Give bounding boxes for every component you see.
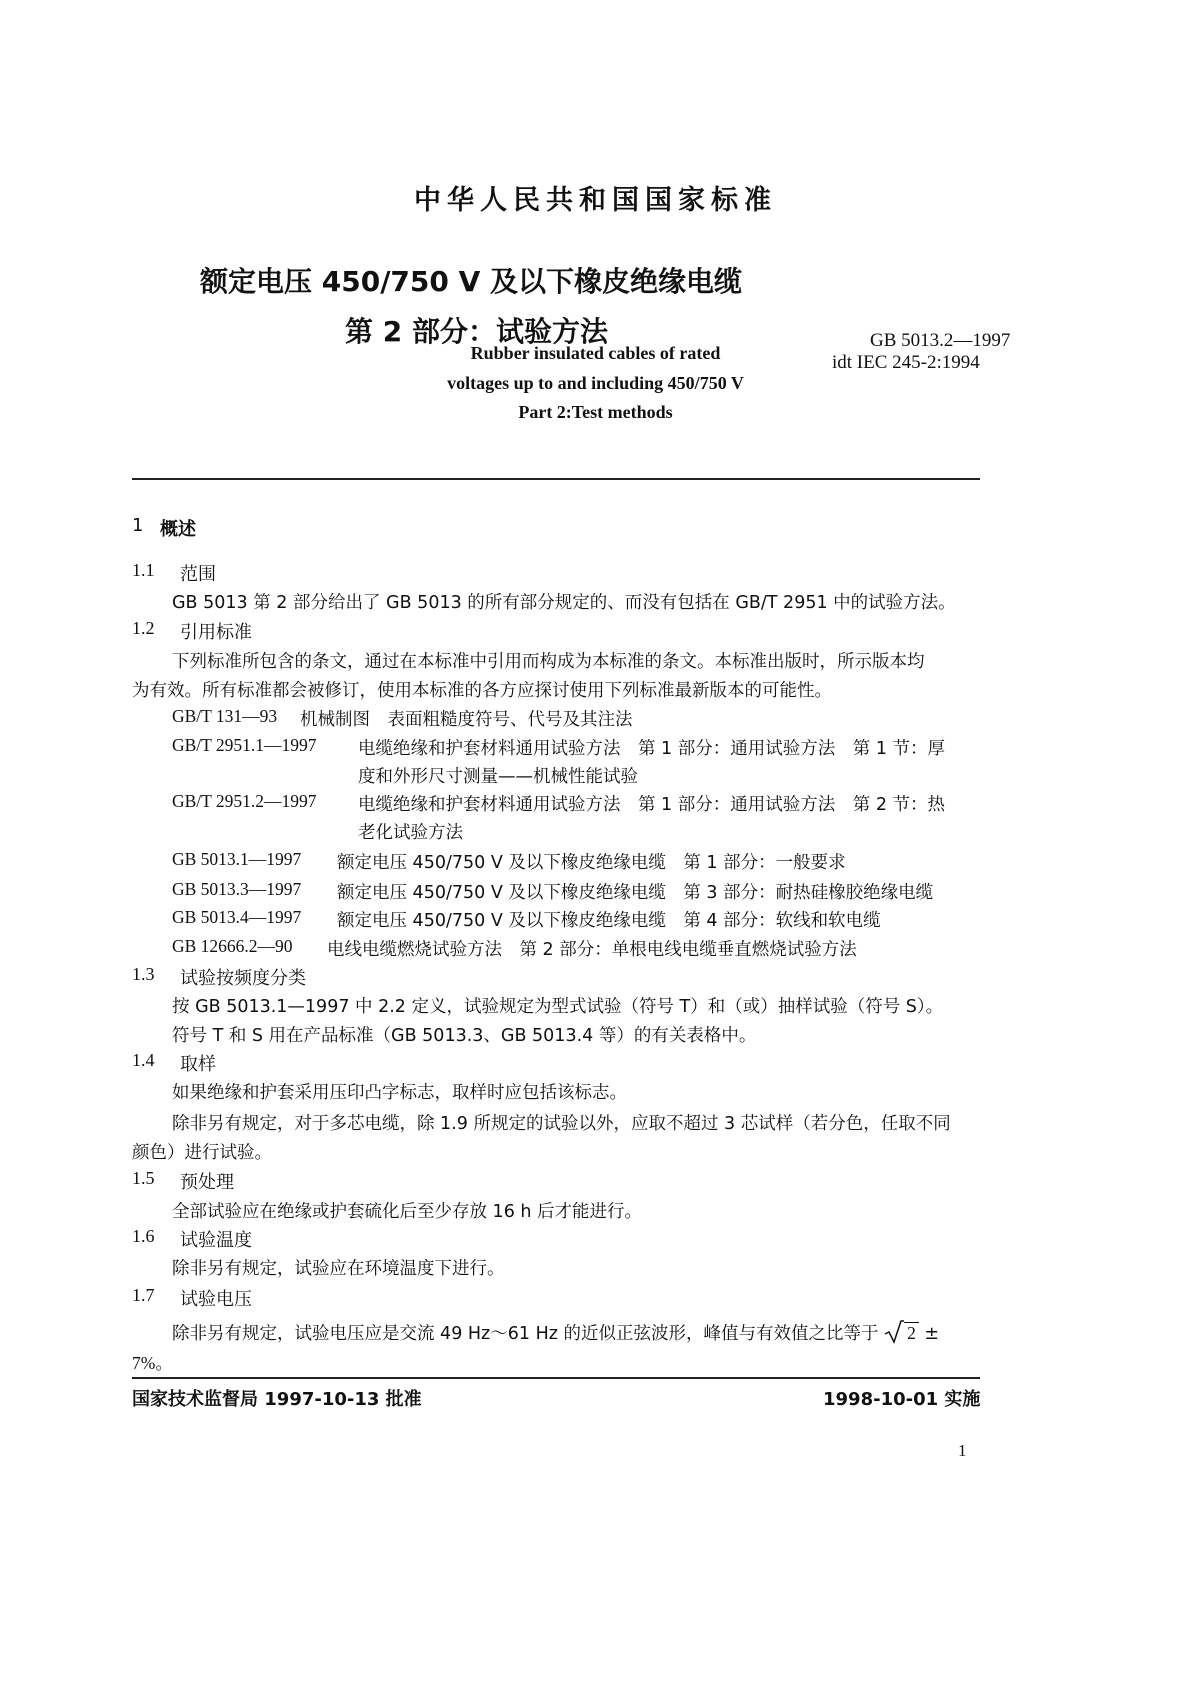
ref-desc: 额定电压 450/750 V 及以下橡皮绝缘电缆 第 1 部分：一般要求 bbox=[337, 853, 846, 873]
section-1-7-text-line1 bbox=[172, 1320, 939, 1345]
approval-date: 国家技术监督局 1997-10-13 批准 bbox=[132, 1389, 422, 1410]
section-1-7-title: 试验电压 bbox=[180, 1289, 252, 1310]
section-1-3-text-line1: 按 GB 5013.1—1997 中 2.2 定义，试验规定为型式试验（符号 T）和（或）抽样试验（符号 S）。 bbox=[172, 997, 944, 1017]
effective-date: 1998-10-01 实施 bbox=[823, 1389, 981, 1410]
section-1-3-text-line2: 符号 T 和 S 用在产品标准（GB 5013.3、GB 5013.4 等）的有关表格中。 bbox=[172, 1026, 757, 1046]
section-1-5-text: 全部试验应在绝缘或护套硫化后至少存放 16 h 后才能进行。 bbox=[172, 1202, 643, 1222]
header-divider bbox=[132, 478, 980, 480]
ref-code: GB/T 2951.2—1997 bbox=[172, 791, 317, 811]
section-1-2-text-line2: 为有效。所有标准都会被修订，使用本标准的各方应探讨使用下列标准最新版本的可能性。 bbox=[132, 681, 832, 701]
ref-desc: 电缆绝缘和护套材料通用试验方法 第 1 部分：通用试验方法 第 2 节：热 bbox=[358, 795, 946, 815]
ref-desc: 电缆绝缘和护套材料通用试验方法 第 1 部分：通用试验方法 第 1 节：厚 bbox=[358, 739, 946, 759]
footer-divider bbox=[132, 1377, 980, 1379]
document-title-line2: 第 2 部分：试验方法 bbox=[345, 315, 608, 348]
english-title-line3: Part 2:Test methods bbox=[518, 402, 673, 422]
ref-code: GB 5013.1—1997 bbox=[172, 849, 302, 869]
standard-number: GB 5013.2—1997 bbox=[870, 330, 1011, 351]
section-1-title: 概述 bbox=[160, 519, 196, 540]
section-1-2-number: 1.2 bbox=[132, 618, 155, 638]
national-standard-header: 中华人民共和国国家标准 bbox=[414, 185, 777, 216]
section-1-4-title: 取样 bbox=[180, 1054, 216, 1075]
ref-code: GB 5013.3—1997 bbox=[172, 879, 302, 899]
plus-minus-sign: ± bbox=[924, 1324, 940, 1344]
section-1-1-number: 1.1 bbox=[132, 560, 155, 580]
english-title-line1: Rubber insulated cables of rated bbox=[470, 343, 721, 363]
sqrt-radical-icon bbox=[884, 1320, 904, 1344]
ref-code: GB 5013.4—1997 bbox=[172, 907, 302, 927]
section-1-6-text: 除非另有规定，试验应在环境温度下进行。 bbox=[172, 1259, 505, 1279]
section-1-5-number: 1.5 bbox=[132, 1168, 155, 1188]
section-1-1-title: 范围 bbox=[180, 564, 216, 585]
ref-desc: 额定电压 450/750 V 及以下橡皮绝缘电缆 第 4 部分：软线和软电缆 bbox=[337, 911, 881, 931]
section-1-number: 1 bbox=[132, 515, 144, 536]
ref-code: GB/T 2951.1—1997 bbox=[172, 735, 317, 755]
ref-desc: 电线电缆燃烧试验方法 第 2 部分：单根电线电缆垂直燃烧试验方法 bbox=[327, 940, 857, 960]
section-1-4-number: 1.4 bbox=[132, 1050, 155, 1070]
sqrt-expression bbox=[884, 1320, 919, 1344]
ref-code: GB 12666.2—90 bbox=[172, 936, 293, 956]
section-1-3-number: 1.3 bbox=[132, 964, 155, 984]
standard-equivalent: idt IEC 245-2:1994 bbox=[832, 352, 980, 373]
section-1-7-text: 除非另有规定，试验电压应是交流 49 Hz～61 Hz 的近似正弦波形，峰值与有效值之比等于 bbox=[172, 1324, 879, 1344]
section-1-4-text-line1: 如果绝缘和护套采用压印凸字标志，取样时应包括该标志。 bbox=[172, 1083, 627, 1103]
section-1-5-title: 预处理 bbox=[180, 1172, 234, 1193]
section-1-6-title: 试验温度 bbox=[180, 1230, 252, 1251]
page-number: 1 bbox=[958, 1441, 967, 1460]
section-1-4-text-line3: 颜色）进行试验。 bbox=[132, 1143, 272, 1163]
ref-desc-continued: 度和外形尺寸测量——机械性能试验 bbox=[358, 767, 638, 787]
section-1-2-title: 引用标准 bbox=[180, 622, 252, 643]
section-1-2-text-line1: 下列标准所包含的条文，通过在本标准中引用而构成为本标准的条文。本标准出版时，所示版本均 bbox=[172, 652, 925, 672]
ref-code: GB/T 131—93 bbox=[172, 706, 278, 726]
ref-desc: 额定电压 450/750 V 及以下橡皮绝缘电缆 第 3 部分：耐热硅橡胶绝缘电缆 bbox=[337, 883, 934, 903]
sqrt-radicand: 2 bbox=[904, 1322, 919, 1343]
section-1-4-text-line2: 除非另有规定，对于多芯电缆，除 1.9 所规定的试验以外，应取不超过 3 芯试样（若分色，任取不同 bbox=[172, 1114, 951, 1134]
section-1-7-text-line2: 7%。 bbox=[132, 1353, 173, 1373]
section-1-7-number: 1.7 bbox=[132, 1285, 155, 1305]
document-title-line1: 额定电压 450/750 V 及以下橡皮绝缘电缆 bbox=[200, 265, 743, 298]
section-1-6-number: 1.6 bbox=[132, 1226, 155, 1246]
ref-desc: 机械制图 表面粗糙度符号、代号及其注法 bbox=[300, 710, 633, 730]
english-title-line2: voltages up to and including 450/750 V bbox=[447, 373, 744, 393]
ref-desc-continued: 老化试验方法 bbox=[358, 823, 463, 843]
section-1-1-text: GB 5013 第 2 部分给出了 GB 5013 的所有部分规定的、而没有包括在 GB/T 2951 中的试验方法。 bbox=[172, 593, 956, 613]
section-1-3-title: 试验按频度分类 bbox=[180, 968, 306, 989]
